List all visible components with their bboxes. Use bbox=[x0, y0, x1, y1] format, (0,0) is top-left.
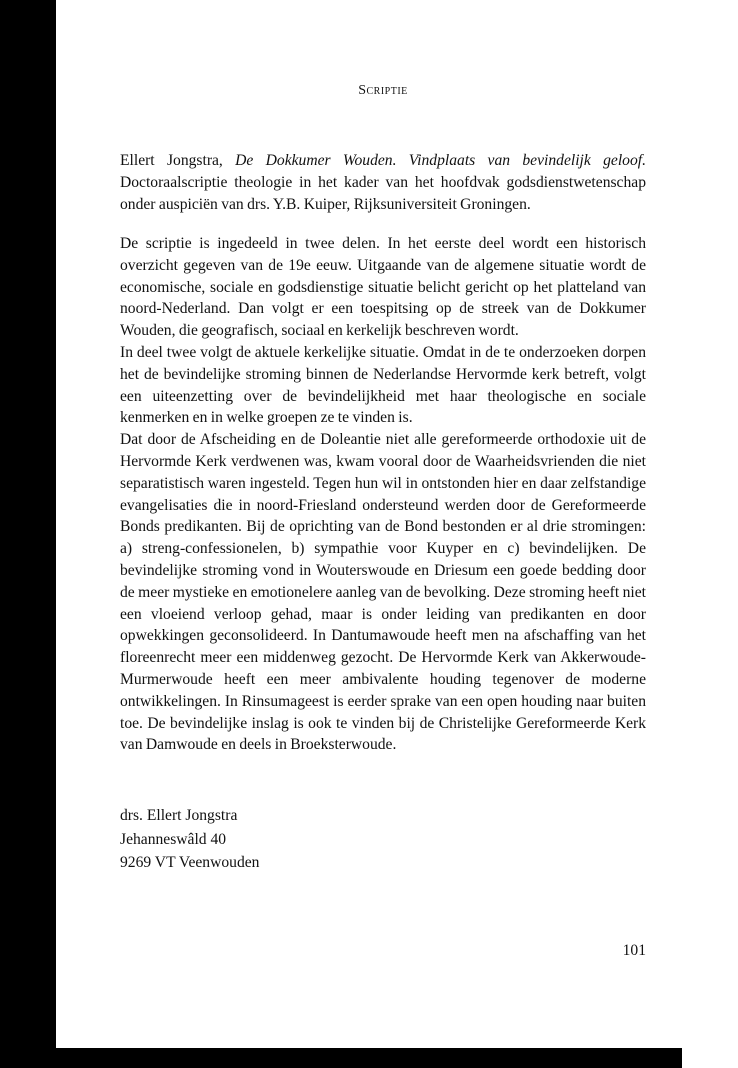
page-heading: Scriptie bbox=[358, 83, 408, 98]
scan-edge-left bbox=[0, 0, 56, 1068]
summary-paragraph: Dat door de Afscheiding en de Doleantie niet alle gereformeerde orthodoxie uit de Hervormde Kerk verdwenen was, kwam vooral door de Waarheidsvrienden die niet separatistisch waren ingesteld. Tegen hun wil in ontstonden hier en daar zelfstandige evangelisaties die in noord-Friesland ondersteund werden door de Gereformeerde Bonds predikanten. Bij de oprichting van de Bond bestonden er al drie stromingen: a) streng-confessionelen, b) sympathie voor Kuyper en c) bevindelijken. De bevindelijke stroming vond in Wouterswoude en Driesum een goede bedding door de meer mystieke en emotionelere aanleg van de bevolking. Deze stroming heeft niet een vloeiend verloop gehad, maar is onder leiding van predikanten en door opwekkingen geconsolideerd. In Dantumawoude heeft men na afschaffing van het floreenrecht meer een middenweg gezocht. De Hervormde Kerk van Akkerwoude-Murmerwoude heeft een meer ambivalente houding tegenover de moderne ontwikkelingen. In Rinsumageest is eerder sprake van een open houding naar buiten toe. De bevindelijke inslag is ook te vinden bij de Christelijke Gereformeerde Kerk van Damwoude en deels in Broeksterwoude. bbox=[120, 431, 646, 754]
signature-block bbox=[120, 804, 259, 875]
signature-street: Jehanneswâld 40 bbox=[120, 830, 227, 848]
summary-section bbox=[120, 233, 646, 756]
citation-description: Doctoraalscriptie theologie in het kader van het hoofdvak godsdienstwetenschap onder auspiciën van drs. Y.B. Kuiper, Rijksuniversiteit Groningen. bbox=[120, 173, 646, 213]
summary-paragraph: De scriptie is ingedeeld in twee delen. In het eerste deel wordt een historisch overzicht gegeven van de 19e eeuw. Uitgaande van de algemene situatie wordt de economische, sociale en godsdienstige situatie belicht gericht op het platteland van noord-Nederland. Dan volgt er een toespitsing op de streek van de Dokkumer Wouden, die geografisch, sociaal en kerkelijk beschreven wordt. bbox=[120, 235, 646, 340]
citation-author: Ellert Jongstra, bbox=[120, 152, 223, 169]
signature-name: drs. Ellert Jongstra bbox=[120, 807, 238, 824]
summary-paragraph: In deel twee volgt de aktuele kerkelijke situatie. Omdat in de te onderzoeken dorpen het de bevindelijke stroming binnen de Nederlandse Hervormde kerk betreft, volgt een uiteenzetting over de bevindelijkheid met haar theologische en sociale kenmerken en in welke groepen ze te vinden is. bbox=[120, 343, 646, 427]
citation-paragraph bbox=[120, 150, 646, 215]
signature-city: 9269 VT Veenwouden bbox=[120, 854, 260, 871]
scan-edge-bottom bbox=[56, 1048, 682, 1068]
citation-title: De Dokkumer Wouden. Vindplaats van bevindelijk geloof. bbox=[235, 152, 646, 169]
page-number: 101 bbox=[622, 942, 646, 959]
